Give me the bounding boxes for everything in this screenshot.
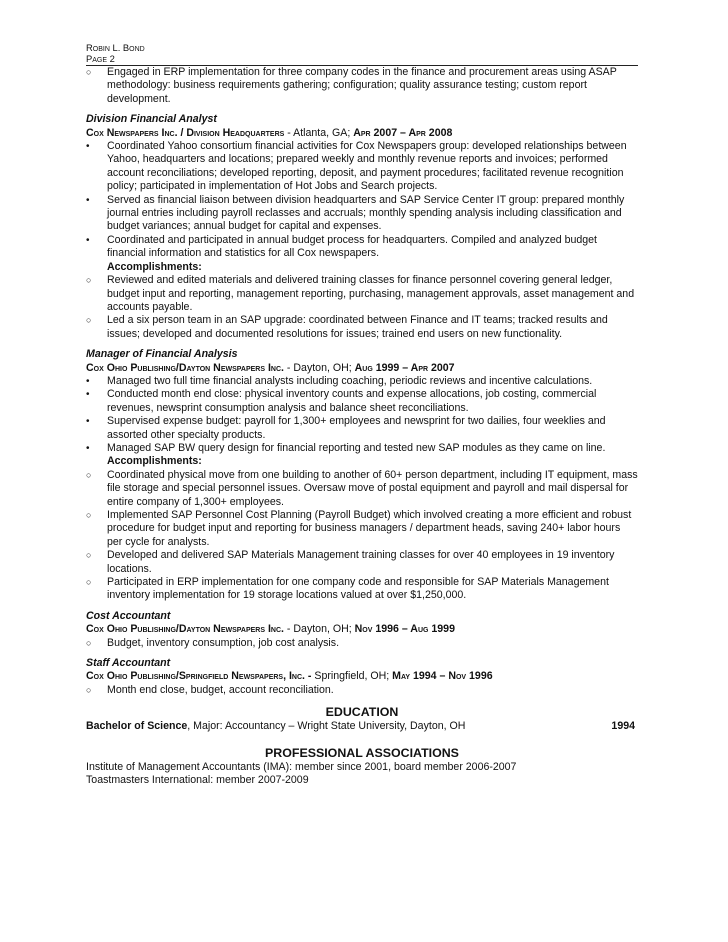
duty-item <box>86 140 638 194</box>
experience-section <box>86 113 638 697</box>
accomplishment-item-text: Month end close, budget, account reconciliation. <box>107 683 334 696</box>
bullet-marker: • <box>86 234 90 246</box>
accomplishment-item <box>86 637 638 650</box>
intro-list <box>86 66 638 106</box>
circle-marker: ○ <box>86 637 92 648</box>
job-dates: Nov 1996 – Aug 1999 <box>354 623 455 636</box>
circle-marker: ○ <box>86 67 92 77</box>
accomplishment-item <box>86 576 638 603</box>
accomplishment-item-text: Implemented SAP Personnel Cost Planning (Payroll Budget) which involved creating a more efficient and robust procedure for budget input and reporting for business managers / department heads, saving 240+ labor hours per cycle for analysts. <box>107 509 632 548</box>
bullet-marker: • <box>86 416 90 428</box>
associations-heading: PROFESSIONAL ASSOCIATIONS <box>265 745 459 760</box>
job-entry <box>86 113 638 341</box>
job-dates: Aug 1999 – Apr 2007 <box>354 361 455 374</box>
intro-item-text: Engaged in ERP implementation for three company codes in the finance and procurement areas using ASAP methodology: business requirements gathering; configuration; quality assurance testing; custom report development. <box>107 66 617 105</box>
header-page-number: Page 2 <box>86 53 115 64</box>
circle-marker: ○ <box>86 315 92 326</box>
job-title: Staff Accountant <box>86 657 171 670</box>
education-year: 1994 <box>611 720 635 733</box>
duty-item <box>86 442 638 455</box>
accomplishments-label: Accomplishments: <box>107 260 202 273</box>
accomplishment-item-text: Developed and delivered SAP Materials Management training classes for over 40 employees in 19 inventory locations. <box>107 549 615 575</box>
duty-item <box>86 388 638 415</box>
job-entry <box>86 657 638 697</box>
job-employer-line <box>86 362 638 375</box>
duty-item-text: Served as financial liaison between division headquarters and SAP Service Center IT group: prepared monthly journal entries including payroll reclasses and accruals; monthly spending analysis including classification and budget variances; annual budget for capital and expenses. <box>107 193 625 233</box>
job-title: Manager of Financial Analysis <box>86 348 238 361</box>
accomplishment-item <box>86 274 638 314</box>
duty-item-text: Coordinated and participated in annual budget process for headquarters. Compiled and analyzed budget financial information and statistics for all Cox newspapers. <box>107 233 598 260</box>
bullet-marker: • <box>86 141 90 153</box>
duty-item-text: Supervised expense budget: payroll for 1,300+ employees and newsprint for two dailies, four weeklies and assorted other specialty products. <box>107 415 606 441</box>
employer-name: Cox Ohio Publishing/Dayton Newspapers Inc. <box>86 361 284 374</box>
bullet-marker: • <box>86 375 90 387</box>
employer-name: Cox Ohio Publishing/Springfield Newspapers, Inc. - <box>86 670 312 683</box>
circle-marker: ○ <box>86 275 92 286</box>
duty-item-text: Coordinated Yahoo consortium financial activities for Cox Newspapers group: developed relationships between Yahoo, headquarters and locations; prepared weekly and monthly revenue reports and invoices; performed account reconciliations; developed reporting, deposit, and payment procedures; facilitated revenue recognition policy; participated in implementation of Hot Jobs and Search projects. <box>107 140 627 193</box>
job-location: Springfield, OH; <box>311 670 393 683</box>
job-location: - Atlanta, GA; <box>284 126 354 139</box>
resume-page <box>86 42 638 788</box>
education-entry <box>86 720 638 733</box>
job-title: Division Financial Analyst <box>86 113 217 126</box>
accomplishment-item <box>86 509 638 549</box>
job-employer-line <box>86 623 638 636</box>
job-employer-line <box>86 127 638 140</box>
accomplishments-label: Accomplishments: <box>107 455 202 468</box>
accomplishment-item <box>86 549 638 576</box>
duty-item <box>86 194 638 234</box>
accomplishment-item <box>86 469 638 509</box>
circle-marker: ○ <box>86 577 92 588</box>
circle-marker: ○ <box>86 469 92 480</box>
circle-marker: ○ <box>86 684 92 695</box>
accomplishment-item-text: Budget, inventory consumption, job cost analysis. <box>107 636 340 649</box>
association-line: Toastmasters International: member 2007-2009 <box>86 774 309 787</box>
duty-item-text: Conducted month end close: physical inventory counts and expense allocations, job costing, commercial revenues, newsprint consumption analysis and balance sheet reconciliations. <box>107 388 597 414</box>
bullet-marker: • <box>86 442 90 454</box>
job-dates: Apr 2007 – Apr 2008 <box>353 126 453 139</box>
job-location: - Dayton, OH; <box>283 623 355 636</box>
accomplishment-item <box>86 684 638 697</box>
accomplishment-item-text: Reviewed and edited materials and delivered training classes for finance personnel covering general ledger, budget input and reporting, management reporting, purchasing, management approvals, asset management and accounts payable. <box>107 274 635 313</box>
job-dates: May 1994 – Nov 1996 <box>392 670 493 683</box>
duty-item <box>86 234 638 261</box>
job-location: - Dayton, OH; <box>283 361 355 374</box>
circle-marker: ○ <box>86 510 92 520</box>
duty-item-text: Managed SAP BW query design for financial reporting and tested new SAP modules as they came on line. <box>107 441 606 454</box>
job-employer-line <box>86 670 638 683</box>
association-line: Institute of Management Accountants (IMA): member since 2001, board member 2006-2007 <box>86 760 517 773</box>
duty-item <box>86 415 638 442</box>
education-heading: EDUCATION <box>325 705 399 720</box>
accomplishment-item-text: Participated in ERP implementation for one company code and responsible for SAP Materials Management inventory implementation for 19 storage locations valued at over $1,250,000. <box>107 576 609 602</box>
intro-item <box>86 66 638 106</box>
circle-marker: ○ <box>86 550 92 561</box>
job-entry <box>86 348 638 603</box>
accomplishment-item <box>86 314 638 341</box>
accomplishment-item-text: Coordinated physical move from one building to another of 60+ person department, including IT equipment, mass file storage and special personnel issues. Oversaw move of postal equipment and payroll and mail dispersal for entire company of 1,300+ employees. <box>107 468 638 508</box>
header-name: Robin L. Bond <box>86 42 145 53</box>
employer-name: Cox Newspapers Inc. / Division Headquarters <box>86 126 285 139</box>
job-entry <box>86 610 638 650</box>
duty-item <box>86 375 638 388</box>
degree-detail: , Major: Accountancy – Wright State University, Dayton, OH <box>187 720 466 733</box>
associations-list <box>86 761 638 788</box>
bullet-marker: • <box>86 389 90 401</box>
bullet-marker: • <box>86 194 90 206</box>
job-title: Cost Accountant <box>86 609 171 622</box>
employer-name: Cox Ohio Publishing/Dayton Newspapers Inc. <box>86 623 284 636</box>
accomplishment-item-text: Led a six person team in an SAP upgrade: coordinated between Finance and IT teams; tracked results and issues; developed and documented resolutions for issues; trained end users on new functionality. <box>107 314 608 340</box>
duty-item-text: Managed two full time financial analysts including coaching, periodic reviews and incentive calculations. <box>107 374 593 387</box>
degree: Bachelor of Science <box>86 720 188 733</box>
